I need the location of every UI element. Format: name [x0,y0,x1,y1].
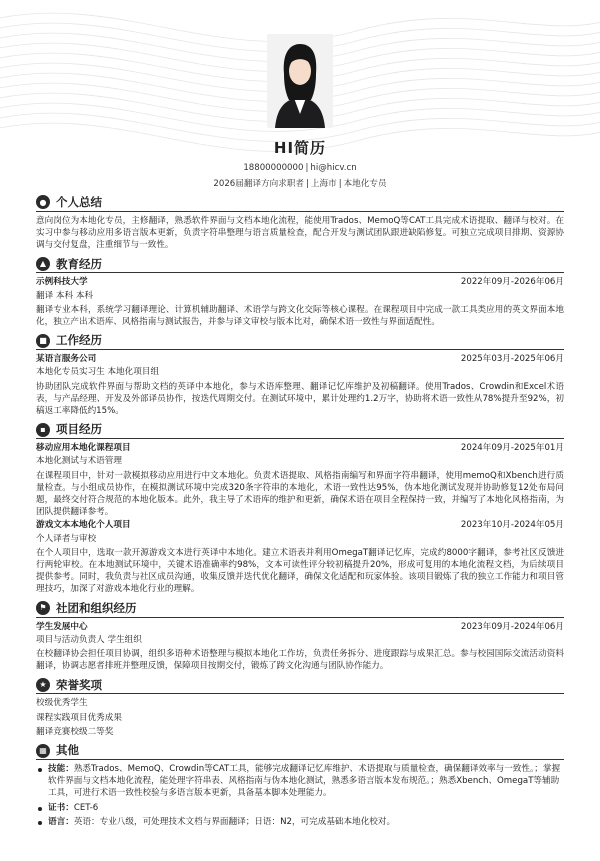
flag-icon: ⚑ [36,601,50,615]
project-name: 游戏文本本地化个人项目 [36,520,131,531]
section-title: 荣誉奖项 [56,677,102,692]
section-header [36,332,564,350]
work-position: 本地化专员实习生 本地化项目组 [36,367,160,378]
language-item: 语言：英语：专业八级，可处理技术文档与界面翻译；日语：N2，可完成基础本地化校对。 [36,816,564,828]
city: 上海市 [310,178,337,189]
briefcase-icon: ■ [36,334,50,348]
campus-date: 2023年09月-2024年06月 [460,621,564,632]
folder-icon: ▪ [36,423,50,437]
section-title: 项目经历 [56,422,102,437]
education-date: 2022年09月-2026年06月 [460,277,564,288]
project-text: 在个人项目中，选取一款开源游戏文本进行英译中本地化。建立术语表并利用OmegaT翻译记忆库，完成约8000字翻译，参考社区反馈进行两轮审校。在本地测试环境中，关键术语准确率约98%，文本可读性评分较初稿提升20%，形成可复用的本地化流程文档，为后续项目提供参考。同时，我负责与社区成员沟通，收集反馈并迭代优化翻译，确保文化适配和玩家体验。该项目锻炼了我的独立工作能力和项目管理技巧，加深了对游戏本地化行业的理解。 [36,547,564,595]
skills-label: 技能 [48,764,66,774]
phone: 18800000000 [243,163,304,174]
section-summary [36,194,564,252]
company-name: 某语言服务公司 [36,354,97,365]
section-title: 社团和组织经历 [56,600,137,615]
project-row [36,442,564,454]
section-title: 工作经历 [56,333,102,348]
cert-label: 证书 [48,802,66,813]
section-title: 教育经历 [56,256,102,271]
section-campus [36,600,564,673]
candidate-name: HI简历 [273,139,327,157]
project-text: 在课程项目中，针对一款模拟移动应用进行中文本地化。负责术语提取、风格指南编写和界面字符串翻译，使用memoQ和Xbench进行质量检查。与小组成员协作，在模拟测试环境中完成320条字符串的本地化，术语一致性达95%，伪本地化测试发现并协助修复12处布局问题，最终交付符合规范的本地化版本。此外，我主导了术语库的维护和更新，确保术语在项目全程保持一致，并编写了本地化风格指南，为团队提供翻译参考。 [36,470,564,518]
section-other [36,742,564,828]
graduation-cap-icon: ▲ [36,257,50,271]
project-item [36,519,564,595]
section-header [36,194,564,212]
education-major: 翻译 本科 本科 [36,290,94,301]
campus-text: 在校翻译协会担任项目协调，组织多语种术语整理与模拟本地化工作坊，负责任务拆分、进度跟踪与成果汇总。参与校园国际交流活动资料翻译，协调志愿者排班并整理反馈，保障项目按期交付，锻炼了跨文化沟通与团队协作能力。 [36,648,564,672]
grid-icon: ▦ [36,744,50,758]
work-text: 协助团队完成软件界面与帮助文档的英译中本地化，参与术语库整理、翻译记忆库维护及初稿翻译。使用Trados、Crowdin和Excel术语表，与产品经理、开发及外部译员协作，按迭代周期交付。在测试环境中，累计处理约1.2万字，协助将术语一致性从78%提升至92%，初稿返工率降低约15%。 [36,381,564,416]
section-awards [36,676,564,738]
intent-line: 2026届翻译方向求职者 | 上海市 | 本地化专员 [213,178,387,189]
project-row [36,519,564,531]
section-header [36,255,564,273]
project-date: 2023年10月-2024年05月 [460,520,564,531]
cert-item: 证书：CET-6 [36,802,564,814]
section-header [36,742,564,760]
target-role: 本地化专员 [343,178,387,189]
project-role: 本地化测试与术语管理 [36,456,122,467]
job-intent: 2026届翻译方向求职者 [213,178,305,189]
avatar [267,34,333,128]
summary-text: 意向岗位为本地化专员，主修翻译，熟悉软件界面与文档本地化流程，能使用Trados、MemoQ等CAT工具完成术语提取、翻译与校对。在实习中参与移动应用多语言版本更新，负责字符串整理与语言质量检查，配合开发与测试团队跟进缺陷修复。可独立完成项目排期、资源协调与交付复盘，注重细节与一致性。 [36,215,564,251]
project-role: 个人译者与审校 [36,533,97,544]
email: hi@hicv.cn [310,163,357,174]
work-row [36,353,564,365]
work-date: 2025年03月-2025年06月 [460,354,564,365]
medal-icon: ★ [36,678,50,692]
person-icon: ● [36,195,50,209]
project-date: 2024年09月-2025年01月 [460,443,564,454]
education-row [36,276,564,288]
section-work [36,332,564,417]
section-education [36,255,564,328]
award-item: 课程实践项目优秀成果 [36,712,122,723]
skills-text: 熟悉Trados、MemoQ、Crowdin等CAT工具，能够完成翻译记忆库维护、术语提取与质量检查，确保翻译效率与一致性。；掌握软件界面与文档本地化流程，能处理字符串表、风格指南与伪本地化测试，熟悉多语言版本发布规范。；熟悉Xbench、OmegaT等辅助工具，可进行术语一致性校验与多语言版本更新，具备基本脚本处理能力。 [48,764,561,799]
resume-header [36,0,564,190]
education-text: 翻译专业本科，系统学习翻译理论、计算机辅助翻译、术语学与跨文化交际等核心课程。在课程项目中完成一款工具类应用的英文界面本地化，独立产出术语库、风格指南与测试报告，并参与译文审校与版本比对，确保术语一致性与界面适配性。 [36,304,564,327]
section-header [36,676,564,694]
award-item: 校级优秀学生 [36,698,88,709]
other-list [36,763,564,828]
skills-item: 技能：熟悉Trados、MemoQ、Crowdin等CAT工具，能够完成翻译记忆库维护、术语提取与质量检查，确保翻译效率与一致性。；掌握软件界面与文档本地化流程，能处理字符串表、风格指南与伪本地化测试，熟悉多语言版本发布规范。；熟悉Xbench、OmegaT等辅助工具，可进行术语一致性校验与多语言版本更新，具备基本脚本处理能力。 [36,763,564,800]
project-item [36,442,564,518]
school-name: 示例科技大学 [36,277,88,288]
campus-role: 项目与活动负责人 学生组织 [36,634,142,645]
project-name: 移动应用本地化课程项目 [36,443,131,454]
cert-text: CET-6 [73,802,99,813]
language-text: 英语：专业八级，可处理技术文档与界面翻译；日语：N2，可完成基础本地化校对。 [73,816,396,827]
award-item: 翻译竞赛校级二等奖 [36,726,114,737]
section-header [36,421,564,439]
section-projects [36,421,564,595]
contact-line: 18800000000 | hi@hicv.cn [243,163,357,174]
campus-row [36,621,564,633]
org-name: 学生发展中心 [36,621,88,632]
section-header [36,600,564,618]
language-label: 语言 [48,816,66,827]
section-title: 其他 [56,743,79,758]
section-title: 个人总结 [56,195,102,210]
